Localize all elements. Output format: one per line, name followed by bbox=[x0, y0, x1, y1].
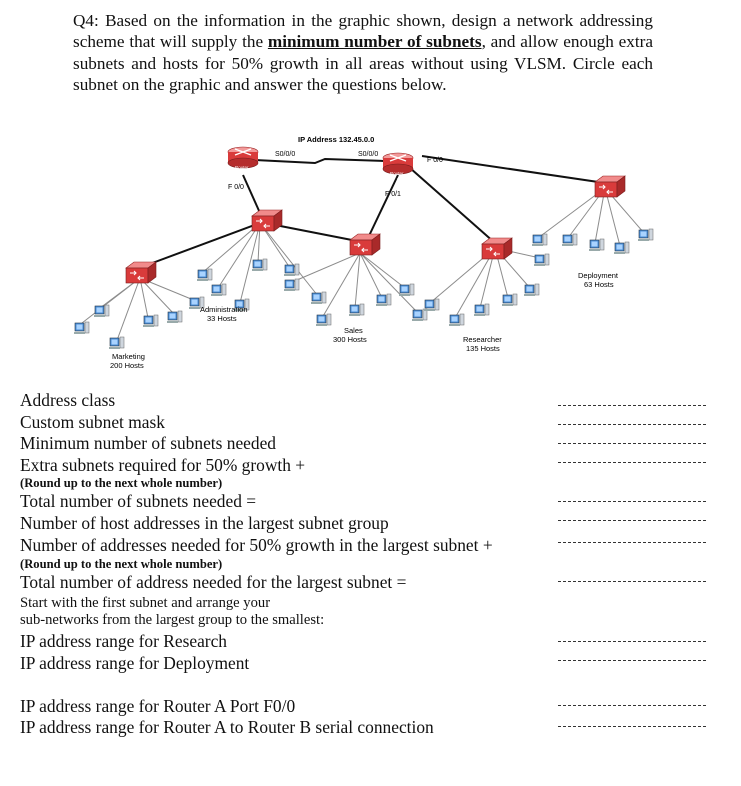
range-deployment-label: IP address range for Deployment bbox=[20, 653, 250, 673]
question-prefix: Q4: Based on the information in the graphic shown, design a network addressing scheme that will supply the bbox=[73, 11, 653, 52]
host-addresses-label: Number of host addresses in the largest subnet group bbox=[20, 513, 389, 533]
start-note-2: sub-networks from the largest group to the smallest: bbox=[20, 612, 325, 628]
router-b-serial-label: S0/0/0 bbox=[358, 151, 379, 158]
round-note-2: (Round up to the next whole number) bbox=[20, 557, 223, 571]
extra-subnets-answer[interactable] bbox=[558, 462, 706, 463]
range-deployment-answer[interactable] bbox=[558, 660, 706, 661]
addresses-growth-answer[interactable] bbox=[558, 542, 706, 543]
router-a-fe-label: F 0/0 bbox=[228, 184, 244, 191]
address-class-label: Address class bbox=[20, 390, 116, 410]
switch-marketing-icon bbox=[126, 262, 156, 283]
deployment-hosts: 63 Hosts bbox=[584, 280, 614, 289]
researcher-name: Researcher bbox=[463, 335, 502, 344]
router-b-name: Router bbox=[390, 171, 404, 176]
marketing-hosts: 200 Hosts bbox=[110, 361, 144, 370]
start-note-1: Start with the first subnet and arrange your bbox=[20, 595, 271, 611]
min-subnets-answer[interactable] bbox=[558, 443, 706, 444]
address-class-answer[interactable] bbox=[558, 405, 706, 406]
sales-name: Sales bbox=[344, 326, 363, 335]
round-note-1: (Round up to the next whole number) bbox=[20, 476, 223, 490]
question-emphasis: minimum number of subnets bbox=[267, 32, 482, 52]
range-research-answer[interactable] bbox=[558, 641, 706, 642]
sales-hosts: 300 Hosts bbox=[333, 335, 367, 344]
total-addresses-answer[interactable] bbox=[558, 581, 706, 582]
router-b-sub: B bbox=[397, 177, 401, 182]
total-subnets-answer[interactable] bbox=[558, 501, 706, 502]
router-a-sub: A bbox=[242, 171, 246, 176]
switch-researcher-icon bbox=[482, 238, 512, 259]
addresses-growth-label: Number of addresses needed for 50% growth in the largest subnet + bbox=[20, 535, 493, 555]
switch-sales-icon bbox=[350, 234, 380, 255]
deployment-name: Deployment bbox=[578, 271, 619, 280]
question-suffix: , and allow enough extra subnets and hosts for 50% growth in all areas without using VLSM. Circle each subnet on the graphic and answer the questions below. bbox=[73, 32, 653, 95]
network-diagram bbox=[60, 128, 660, 378]
total-subnets-label: Total number of subnets needed = bbox=[20, 491, 257, 511]
ip-address-title: IP Address 132.45.0.0 bbox=[298, 135, 375, 144]
switch-deployment-icon bbox=[595, 176, 625, 197]
router-a-name: Router bbox=[235, 165, 249, 170]
range-router-a-f00-answer[interactable] bbox=[558, 705, 706, 706]
range-research-label: IP address range for Research bbox=[20, 631, 227, 651]
total-addresses-label: Total number of address needed for the largest subnet = bbox=[20, 572, 407, 592]
administration-name: Administration bbox=[200, 305, 248, 314]
router-b-fe0-label: F 0/0 bbox=[427, 157, 443, 164]
min-subnets-label: Minimum number of subnets needed bbox=[20, 433, 276, 453]
marketing-name: Marketing bbox=[112, 352, 145, 361]
router-a-serial-label: S0/0/0 bbox=[275, 151, 296, 158]
question-text bbox=[73, 10, 653, 96]
administration-hosts: 33 Hosts bbox=[207, 314, 237, 323]
custom-mask-label: Custom subnet mask bbox=[20, 412, 165, 432]
custom-mask-answer[interactable] bbox=[558, 424, 706, 425]
range-router-a-f00-label: IP address range for Router A Port F0/0 bbox=[20, 696, 296, 716]
extra-subnets-label: Extra subnets required for 50% growth + bbox=[20, 455, 306, 475]
range-serial-label: IP address range for Router A to Router B serial connection bbox=[20, 717, 434, 737]
host-addresses-answer[interactable] bbox=[558, 520, 706, 521]
switch-administration-icon bbox=[252, 210, 282, 231]
range-serial-answer[interactable] bbox=[558, 726, 706, 727]
router-b-fe1-label: F 0/1 bbox=[385, 191, 401, 198]
researcher-hosts: 135 Hosts bbox=[466, 344, 500, 353]
